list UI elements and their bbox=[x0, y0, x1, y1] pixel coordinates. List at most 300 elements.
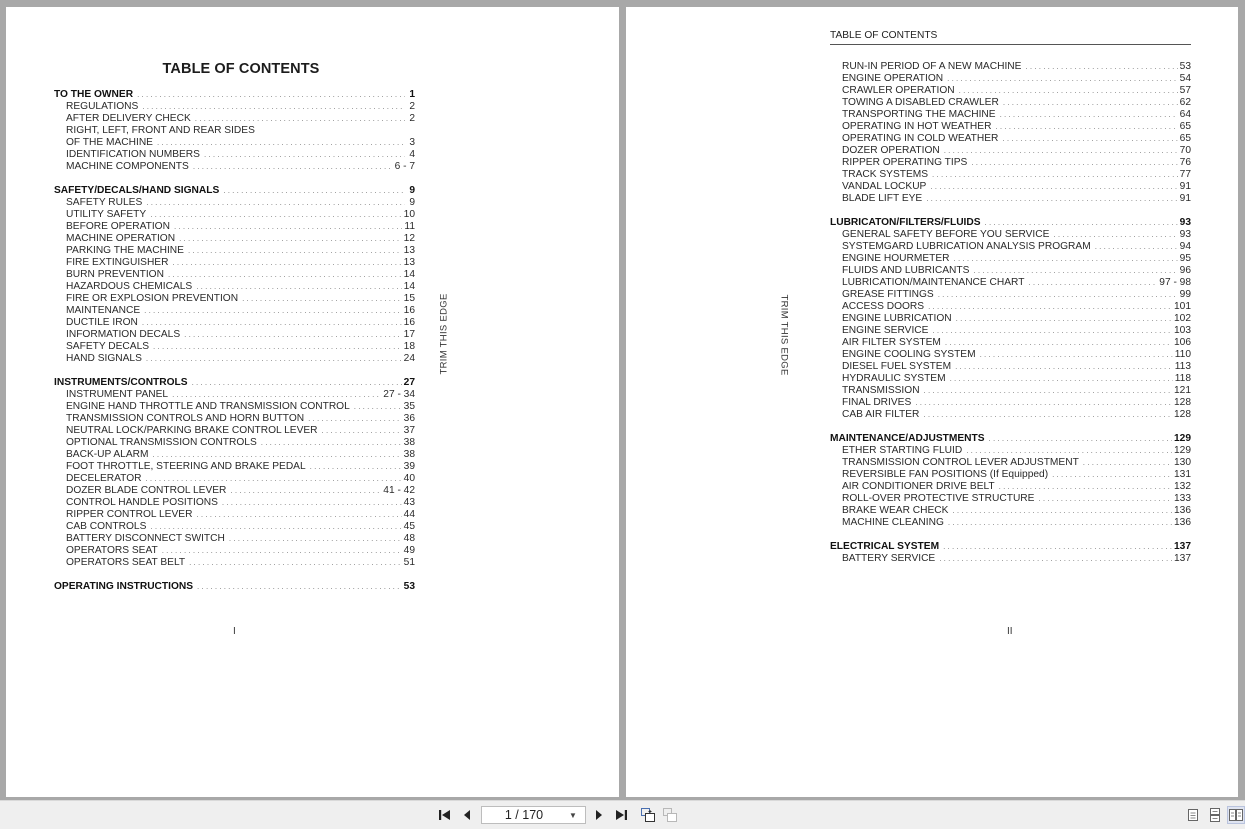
toc-entry-link[interactable] bbox=[830, 325, 1191, 337]
arrow-left-icon bbox=[462, 809, 472, 821]
dot-leader bbox=[157, 137, 405, 149]
toc-entry-label: DOZER OPERATION bbox=[842, 145, 940, 156]
toc-entry-label: CAB AIR FILTER bbox=[842, 409, 920, 420]
toc-entry-label: HAND SIGNALS bbox=[66, 353, 142, 364]
toc-entry-label: VANDAL LOCKUP bbox=[842, 181, 927, 192]
toc-page-number: 43 bbox=[403, 497, 415, 508]
toc-entry-link[interactable] bbox=[54, 197, 415, 209]
page-number-input[interactable] bbox=[482, 808, 566, 822]
toc-entry-link[interactable] bbox=[830, 445, 1191, 457]
toc-page-number: 44 bbox=[403, 509, 415, 520]
dot-leader bbox=[1095, 241, 1178, 253]
dot-leader bbox=[308, 413, 402, 425]
toc-page-number: 113 bbox=[1174, 361, 1191, 372]
toc-page-number: 121 bbox=[1174, 385, 1191, 396]
toc-page-number: 41 - 42 bbox=[383, 485, 415, 496]
toc-page-number: 118 bbox=[1174, 373, 1191, 384]
toc-entry-link[interactable] bbox=[830, 409, 1191, 421]
toc-entry-label: AIR FILTER SYSTEM bbox=[842, 337, 941, 348]
toc-entry-label: MACHINE OPERATION bbox=[66, 233, 176, 244]
toc-page-number: 24 bbox=[403, 353, 415, 364]
toc-section-link[interactable] bbox=[54, 581, 415, 593]
dropdown-arrow-icon[interactable]: ▼ bbox=[569, 810, 577, 820]
previous-page-button[interactable] bbox=[457, 805, 477, 825]
toc-page-number: 37 bbox=[403, 425, 415, 436]
toc-page-number: 14 bbox=[403, 269, 415, 280]
dot-leader bbox=[955, 361, 1173, 373]
dot-leader bbox=[193, 161, 393, 173]
toc-entry-link[interactable] bbox=[830, 397, 1191, 409]
dot-leader bbox=[932, 325, 1172, 337]
toc-page-number: 36 bbox=[403, 413, 415, 424]
toc-page-number: 57 bbox=[1179, 85, 1191, 96]
dot-leader bbox=[188, 245, 402, 257]
dot-leader bbox=[1038, 493, 1172, 505]
toc-entry-label: TOWING A DISABLED CRAWLER bbox=[842, 97, 999, 108]
page-number-selector[interactable] bbox=[481, 806, 586, 824]
toc-entry-label: OPERATORS SEAT BELT bbox=[66, 557, 186, 568]
toc-entry-link[interactable] bbox=[54, 329, 415, 341]
continuous-view-button[interactable] bbox=[1206, 806, 1224, 824]
dot-leader bbox=[1083, 457, 1172, 469]
toc-page-number: 2 bbox=[409, 101, 415, 112]
toc-page-number: 93 bbox=[1179, 217, 1191, 228]
toc-page-number: 91 bbox=[1179, 181, 1191, 192]
toc-page-number: 106 bbox=[1174, 337, 1191, 348]
toc-entry-link[interactable] bbox=[54, 221, 415, 233]
dot-leader bbox=[196, 509, 401, 521]
toc-entry-link[interactable] bbox=[54, 557, 415, 569]
trim-edge-label: TRIM THIS EDGE bbox=[778, 294, 790, 376]
dot-leader bbox=[948, 517, 1172, 529]
dot-leader bbox=[150, 209, 401, 221]
toc-entry-link[interactable] bbox=[830, 481, 1191, 493]
toc-entry-link[interactable] bbox=[54, 353, 415, 365]
toc-entry-link[interactable] bbox=[54, 497, 415, 509]
toc-entry-label: OPERATING INSTRUCTIONS bbox=[54, 581, 194, 592]
toc-page-number: 9 bbox=[409, 185, 415, 196]
toc-entry-link[interactable] bbox=[54, 449, 415, 461]
toc-entry-link[interactable] bbox=[54, 113, 415, 125]
dot-leader bbox=[174, 221, 402, 233]
dot-leader bbox=[142, 317, 402, 329]
toc-entry-link[interactable] bbox=[54, 437, 415, 449]
toc-page-number: 12 bbox=[403, 233, 415, 244]
toc-entry-link[interactable] bbox=[830, 193, 1191, 205]
dot-leader bbox=[152, 449, 401, 461]
dot-leader bbox=[930, 181, 1177, 193]
dot-leader bbox=[142, 101, 405, 113]
navigation-toolbar bbox=[0, 800, 1245, 829]
toc-section-link[interactable] bbox=[54, 185, 415, 197]
toc-entry-link[interactable] bbox=[54, 389, 415, 401]
dot-leader bbox=[137, 89, 405, 101]
toc-entry-link[interactable] bbox=[54, 473, 415, 485]
toc-entry-label: TRANSMISSION bbox=[842, 385, 920, 396]
page-title: TABLE OF CONTENTS bbox=[162, 61, 320, 77]
toc-entry-link[interactable] bbox=[830, 517, 1191, 529]
toc-entry-label: SAFETY RULES bbox=[66, 197, 143, 208]
dot-leader bbox=[168, 269, 402, 281]
toc-entry-link[interactable] bbox=[830, 109, 1191, 121]
toc-entry-link[interactable] bbox=[830, 61, 1191, 73]
toc-page-number: 77 bbox=[1179, 169, 1191, 180]
toc-page-number: 136 bbox=[1174, 505, 1191, 516]
toc-page-number: 64 bbox=[1179, 109, 1191, 120]
arrow-right-icon bbox=[594, 809, 604, 821]
dot-leader bbox=[924, 385, 1172, 397]
toc-section-link[interactable] bbox=[54, 89, 415, 101]
toc-page-number: 101 bbox=[1174, 301, 1191, 312]
compare-button[interactable] bbox=[660, 805, 680, 825]
toc-entry-link[interactable] bbox=[830, 265, 1191, 277]
two-page-icon bbox=[1229, 809, 1243, 821]
toc-entry-link[interactable] bbox=[54, 233, 415, 245]
trim-edge-label: TRIM THIS EDGE bbox=[438, 293, 450, 375]
toc-entry-label: BACK-UP ALARM bbox=[66, 449, 149, 460]
toc-page-number: 51 bbox=[403, 557, 415, 568]
dot-leader bbox=[944, 145, 1178, 157]
toc-entry-link[interactable] bbox=[54, 137, 415, 149]
dot-leader bbox=[192, 377, 402, 389]
toc-entry-label: SAFETY DECALS bbox=[66, 341, 150, 352]
toc-entry-link[interactable] bbox=[54, 245, 415, 257]
toc-entry-label: RIPPER OPERATING TIPS bbox=[842, 157, 968, 168]
pdf-page-right bbox=[626, 7, 1238, 797]
toc-section-link[interactable] bbox=[830, 217, 1191, 229]
toc-entry-label: ELECTRICAL SYSTEM bbox=[830, 541, 940, 552]
toc-section-link[interactable] bbox=[830, 433, 1191, 445]
toc-entry-label: ENGINE HOURMETER bbox=[842, 253, 950, 264]
toc-page-number: 38 bbox=[403, 449, 415, 460]
toc-page-number: 15 bbox=[403, 293, 415, 304]
toc-entry-label: UTILITY SAFETY bbox=[66, 209, 147, 220]
dot-leader bbox=[150, 521, 401, 533]
toc-entry-link[interactable] bbox=[54, 509, 415, 521]
snapshot-button[interactable] bbox=[638, 805, 658, 825]
dot-leader bbox=[926, 193, 1177, 205]
toc-page-number: 129 bbox=[1174, 433, 1191, 444]
toc-entry-link[interactable] bbox=[54, 341, 415, 353]
toc-entry-link[interactable] bbox=[830, 97, 1191, 109]
toc-page-number: 65 bbox=[1179, 133, 1191, 144]
toc-entry-link[interactable] bbox=[54, 281, 415, 293]
next-page-button[interactable] bbox=[589, 805, 609, 825]
toc-entry-label: RUN-IN PERIOD OF A NEW MACHINE bbox=[842, 61, 1022, 72]
dot-leader bbox=[153, 341, 402, 353]
toc-entry-label: RIPPER CONTROL LEVER bbox=[66, 509, 193, 520]
toc-entry-link[interactable] bbox=[830, 169, 1191, 181]
toc-entry-link[interactable] bbox=[54, 485, 415, 497]
toc-page-number: 131 bbox=[1174, 469, 1191, 480]
dot-leader bbox=[196, 281, 401, 293]
toc-entry-label: TRANSMISSION CONTROLS AND HORN BUTTON bbox=[66, 413, 305, 424]
toc-entry-link[interactable] bbox=[54, 401, 415, 413]
toc-entry-link[interactable] bbox=[830, 361, 1191, 373]
dot-leader bbox=[952, 505, 1172, 517]
toc-entry-label: LUBRICATION/MAINTENANCE CHART bbox=[842, 277, 1025, 288]
toc-page-number: 11 bbox=[404, 221, 415, 232]
toc-entry-link[interactable] bbox=[830, 133, 1191, 145]
toc-entry-link[interactable] bbox=[830, 181, 1191, 193]
toc-entry-label: CAB CONTROLS bbox=[66, 521, 147, 532]
toc-page-number: 136 bbox=[1174, 517, 1191, 528]
dot-leader bbox=[261, 437, 402, 449]
toc-entry-label: AFTER DELIVERY CHECK bbox=[66, 113, 191, 124]
toc-entry-link[interactable] bbox=[54, 533, 415, 545]
toc-entry-link[interactable] bbox=[830, 373, 1191, 385]
toc-page-number: 27 - 34 bbox=[383, 389, 415, 400]
toc-entry-link[interactable] bbox=[830, 289, 1191, 301]
last-page-icon bbox=[614, 809, 628, 821]
toc-entry-link[interactable] bbox=[54, 317, 415, 329]
toc-entry-label: IDENTIFICATION NUMBERS bbox=[66, 149, 200, 160]
page-number: I bbox=[233, 626, 236, 637]
toc-entry-link[interactable] bbox=[54, 125, 415, 137]
toc-entry-label: SAFETY/DECALS/HAND SIGNALS bbox=[54, 185, 220, 196]
toc-entry-label: TRANSPORTING THE MACHINE bbox=[842, 109, 996, 120]
toc-page-number: 93 bbox=[1179, 229, 1191, 240]
toc-entry-link[interactable] bbox=[830, 145, 1191, 157]
toc-page-number: 10 bbox=[403, 209, 415, 220]
toc-entry-link[interactable] bbox=[54, 413, 415, 425]
dot-leader bbox=[980, 349, 1173, 361]
toc-entry-label: ENGINE SERVICE bbox=[842, 325, 929, 336]
toc-entry-link[interactable] bbox=[54, 149, 415, 161]
toc-page-number: 17 bbox=[403, 329, 415, 340]
toc-entry-link[interactable] bbox=[54, 425, 415, 437]
toc-page-number: 70 bbox=[1179, 145, 1191, 156]
toc-entry-label: FLUIDS AND LUBRICANTS bbox=[842, 265, 970, 276]
toc-page-number: 53 bbox=[403, 581, 415, 592]
toc-entry-link[interactable] bbox=[830, 157, 1191, 169]
toc-page-number: 137 bbox=[1174, 553, 1191, 564]
toc-entry-label: INSTRUMENTS/CONTROLS bbox=[54, 377, 188, 388]
dot-leader bbox=[146, 197, 405, 209]
toc-page-number: 102 bbox=[1174, 313, 1191, 324]
dot-leader bbox=[223, 185, 405, 197]
toc-entry-label: ENGINE LUBRICATION bbox=[842, 313, 952, 324]
two-page-view-button[interactable] bbox=[1227, 806, 1245, 824]
toc-page-number: 95 bbox=[1179, 253, 1191, 264]
toc-page-number: 129 bbox=[1174, 445, 1191, 456]
toc-entry-label: DOZER BLADE CONTROL LEVER bbox=[66, 485, 227, 496]
dot-leader bbox=[947, 73, 1178, 85]
dot-leader bbox=[172, 257, 401, 269]
toc-entry-label: MAINTENANCE/ADJUSTMENTS bbox=[830, 433, 985, 444]
toc-section-link[interactable] bbox=[54, 377, 415, 389]
toc-page-number: 16 bbox=[403, 317, 415, 328]
dot-leader bbox=[932, 169, 1178, 181]
dot-leader bbox=[184, 329, 402, 341]
dot-leader bbox=[950, 373, 1173, 385]
toc-entry-link[interactable] bbox=[830, 553, 1191, 565]
dot-leader bbox=[322, 425, 402, 437]
toc-page-number: 27 bbox=[403, 377, 415, 388]
toc-entry-label: MACHINE CLEANING bbox=[842, 517, 944, 528]
toc-page-number: 137 bbox=[1174, 541, 1191, 552]
toc-entry-label: INSTRUMENT PANEL bbox=[66, 389, 169, 400]
toc-entry-link[interactable] bbox=[830, 493, 1191, 505]
dot-leader bbox=[959, 85, 1178, 97]
dot-leader bbox=[923, 409, 1172, 421]
toc-page-number: 13 bbox=[403, 257, 415, 268]
toc-entry-link[interactable] bbox=[830, 277, 1191, 289]
toc-entry-label: FIRE OR EXPLOSION PREVENTION bbox=[66, 293, 239, 304]
single-page-icon bbox=[1187, 808, 1199, 822]
toc-entry-label: MAINTENANCE bbox=[66, 305, 141, 316]
toc-entry-label: BATTERY SERVICE bbox=[842, 553, 936, 564]
toc-entry-label: NEUTRAL LOCK/PARKING BRAKE CONTROL LEVER bbox=[66, 425, 318, 436]
continuous-page-icon bbox=[1209, 808, 1221, 822]
dot-leader bbox=[1003, 97, 1178, 109]
dot-leader bbox=[1052, 469, 1172, 481]
toc-list-left bbox=[54, 89, 415, 593]
toc-entry-link[interactable] bbox=[830, 73, 1191, 85]
dot-leader bbox=[973, 265, 1177, 277]
toc-page-number: 13 bbox=[403, 245, 415, 256]
dot-leader bbox=[995, 121, 1177, 133]
toc-page-number: 18 bbox=[403, 341, 415, 352]
toc-entry-label: GENERAL SAFETY BEFORE YOU SERVICE bbox=[842, 229, 1050, 240]
toc-entry-link[interactable] bbox=[830, 349, 1191, 361]
toc-entry-label: FOOT THROTTLE, STEERING AND BRAKE PEDAL bbox=[66, 461, 306, 472]
toc-entry-label: OPERATING IN COLD WEATHER bbox=[842, 133, 999, 144]
toc-page-number: 91 bbox=[1179, 193, 1191, 204]
toc-entry-label: REVERSIBLE FAN POSITIONS (If Equipped) bbox=[842, 469, 1049, 480]
toc-entry-label: MACHINE COMPONENTS bbox=[66, 161, 189, 172]
dot-leader bbox=[956, 313, 1172, 325]
toc-entry-label: DUCTILE IRON bbox=[66, 317, 138, 328]
dot-leader bbox=[1002, 133, 1177, 145]
dot-leader bbox=[999, 481, 1172, 493]
toc-entry-label: RIGHT, LEFT, FRONT AND REAR SIDES bbox=[66, 125, 255, 136]
dot-leader bbox=[971, 157, 1177, 169]
dot-leader bbox=[989, 433, 1172, 445]
toc-entry-link[interactable] bbox=[54, 161, 415, 173]
toc-entry-label: ETHER STARTING FLUID bbox=[842, 445, 963, 456]
toc-entry-link[interactable] bbox=[54, 269, 415, 281]
toc-page-number: 9 bbox=[409, 197, 415, 208]
last-page-button[interactable] bbox=[611, 805, 631, 825]
toc-page-number: 4 bbox=[409, 149, 415, 160]
dot-leader bbox=[222, 497, 402, 509]
toc-entry-label: LUBRICATON/FILTERS/FLUIDS bbox=[830, 217, 981, 228]
toc-page-number: 53 bbox=[1179, 61, 1191, 72]
toc-page-number: 133 bbox=[1174, 493, 1191, 504]
toc-entry-link[interactable] bbox=[54, 293, 415, 305]
toc-entry-label: PARKING THE MACHINE bbox=[66, 245, 184, 256]
toc-entry-link[interactable] bbox=[830, 85, 1191, 97]
toc-entry-link[interactable] bbox=[54, 209, 415, 221]
toc-entry-link[interactable] bbox=[54, 521, 415, 533]
toc-page-number: 38 bbox=[403, 437, 415, 448]
toc-entry-label: GREASE FITTINGS bbox=[842, 289, 934, 300]
toc-page-number: 132 bbox=[1174, 481, 1191, 492]
toc-entry-label: FIRE EXTINGUISHER bbox=[66, 257, 169, 268]
running-header: TABLE OF CONTENTS bbox=[830, 30, 1191, 45]
toc-page-number: 130 bbox=[1174, 457, 1191, 468]
toc-entry-label: HAZARDOUS CHEMICALS bbox=[66, 281, 193, 292]
toc-entry-link[interactable] bbox=[54, 101, 415, 113]
toc-entry-link[interactable] bbox=[830, 241, 1191, 253]
toc-entry-label: CRAWLER OPERATION bbox=[842, 85, 955, 96]
toc-entry-label: ENGINE OPERATION bbox=[842, 73, 944, 84]
snapshot-icon bbox=[640, 807, 656, 823]
toc-entry-label: TRACK SYSTEMS bbox=[842, 169, 929, 180]
dot-leader bbox=[938, 289, 1178, 301]
toc-entry-link[interactable] bbox=[54, 461, 415, 473]
toc-page-number: 49 bbox=[403, 545, 415, 556]
toc-entry-label: BURN PREVENTION bbox=[66, 269, 164, 280]
toc-section-link[interactable] bbox=[830, 541, 1191, 553]
toc-entry-link[interactable] bbox=[830, 253, 1191, 265]
toc-entry-link[interactable] bbox=[830, 385, 1191, 397]
dot-leader bbox=[179, 233, 402, 245]
single-page-view-button[interactable] bbox=[1184, 806, 1202, 824]
toc-page-number: 103 bbox=[1174, 325, 1191, 336]
toc-entry-label: TO THE OWNER bbox=[54, 89, 134, 100]
toc-entry-label: HYDRAULIC SYSTEM bbox=[842, 373, 946, 384]
toc-entry-label: BRAKE WEAR CHECK bbox=[842, 505, 949, 516]
toc-entry-label: TRANSMISSION CONTROL LEVER ADJUSTMENT bbox=[842, 457, 1079, 468]
toc-page-number: 128 bbox=[1174, 397, 1191, 408]
toc-page-number: 128 bbox=[1174, 409, 1191, 420]
toc-entry-label: OPERATORS SEAT bbox=[66, 545, 158, 556]
toc-entry-link[interactable] bbox=[54, 545, 415, 557]
toc-entry-link[interactable] bbox=[830, 457, 1191, 469]
toc-list-right bbox=[830, 61, 1191, 565]
dot-leader bbox=[1053, 229, 1177, 241]
dot-leader bbox=[310, 461, 402, 473]
dot-leader bbox=[145, 473, 401, 485]
toc-page-number: 96 bbox=[1179, 265, 1191, 276]
toc-entry-link[interactable] bbox=[830, 121, 1191, 133]
dot-leader bbox=[242, 293, 402, 305]
toc-entry-label: INFORMATION DECALS bbox=[66, 329, 181, 340]
dot-leader bbox=[195, 113, 405, 125]
dot-leader bbox=[162, 545, 402, 557]
toc-page-number: 14 bbox=[403, 281, 415, 292]
toc-entry-label: FINAL DRIVES bbox=[842, 397, 912, 408]
dot-leader bbox=[1000, 109, 1178, 121]
toc-entry-link[interactable] bbox=[830, 301, 1191, 313]
toc-entry-label: OF THE MACHINE bbox=[66, 137, 153, 148]
toc-entry-label: OPTIONAL TRANSMISSION CONTROLS bbox=[66, 437, 257, 448]
toc-page-number: 99 bbox=[1179, 289, 1191, 300]
toc-entry-label: ROLL-OVER PROTECTIVE STRUCTURE bbox=[842, 493, 1035, 504]
dot-leader bbox=[172, 389, 381, 401]
toc-entry-label: ENGINE HAND THROTTLE AND TRANSMISSION CONTROL bbox=[66, 401, 350, 412]
toc-entry-link[interactable] bbox=[830, 469, 1191, 481]
toc-page-number: 62 bbox=[1179, 97, 1191, 108]
toc-entry-link[interactable] bbox=[830, 313, 1191, 325]
toc-page-number: 1 bbox=[409, 89, 415, 100]
toc-entry-link[interactable] bbox=[830, 505, 1191, 517]
toc-page-number: 94 bbox=[1179, 241, 1191, 252]
toc-page-number: 110 bbox=[1174, 349, 1191, 360]
toc-entry-link[interactable] bbox=[830, 229, 1191, 241]
toc-entry-link[interactable] bbox=[54, 305, 415, 317]
first-page-button[interactable] bbox=[435, 805, 455, 825]
toc-entry-label: DECELERATOR bbox=[66, 473, 142, 484]
toc-page-number: 2 bbox=[409, 113, 415, 124]
dot-leader bbox=[197, 581, 402, 593]
toc-entry-link[interactable] bbox=[54, 257, 415, 269]
toc-entry-link[interactable] bbox=[830, 337, 1191, 349]
toc-page-number: 39 bbox=[403, 461, 415, 472]
toc-page-number: 6 - 7 bbox=[394, 161, 415, 172]
